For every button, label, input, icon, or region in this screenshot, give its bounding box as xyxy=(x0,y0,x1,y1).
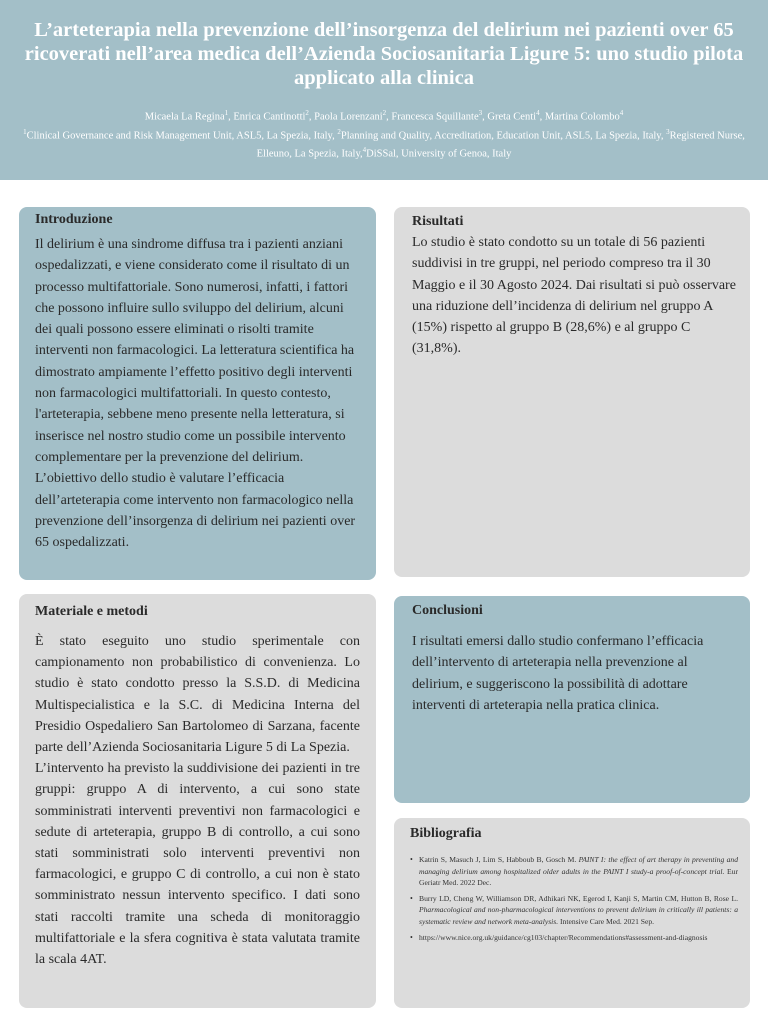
results-panel xyxy=(394,207,750,577)
affiliation-sup: 3 xyxy=(666,127,670,136)
reference-item xyxy=(410,893,738,928)
conclusions-heading: Conclusioni xyxy=(412,603,483,618)
author-name: Francesca Squillante xyxy=(391,111,479,123)
author-name: Enrica Cantinotti xyxy=(233,111,306,123)
author-sup: 1 xyxy=(224,109,229,117)
reference-source: Intensive Care Med. 2021 Sep. xyxy=(558,916,655,926)
author-sup: 2 xyxy=(305,109,309,117)
reference-source: Eur Geriatr Med. 2022 Dec. xyxy=(419,866,738,888)
introduction-paragraph: Il delirium è una sindrome diffusa tra i pazienti anziani ospedalizzati, e viene considerato come il risultato di un processo multifattoriale. Sono numerosi, infatti, i fattori che possono influire sullo sviluppo del delirium, alcuni dei quali possono essere eliminati o risolti tramite interventi non farmacologici. La letteratura scientifica ha dimostrato ampiamente l’effetto positivo degli interventi non farmacologici multifattoriali. In questo contesto, l'arteterapia, sebbene meno presente nella letteratura, si inserisce nel nostro studio come un possibile intervento complementare per la prevenzione del delirium. xyxy=(35,237,355,465)
affiliation-text: DiSSal, University of Genoa, Italy xyxy=(366,148,512,160)
authors-block xyxy=(0,106,768,162)
bibliography-panel xyxy=(394,818,750,1008)
author-sup: 4 xyxy=(536,109,540,117)
affiliation-sup: 4 xyxy=(362,146,367,154)
affiliation-text: Planning and Quality, Accreditation, Education Unit, ASL5, La Spezia, Italy, xyxy=(340,130,667,141)
reference-list xyxy=(410,854,738,943)
author-name: Greta Centi xyxy=(487,111,537,123)
introduction-panel xyxy=(19,207,376,580)
poster-header xyxy=(0,0,768,180)
reference-authors: Katrin S, Masuch J, Lim S, Habboub B, Gosch M. xyxy=(419,855,579,864)
methods-heading: Materiale e metodi xyxy=(35,604,148,619)
objective-paragraph: L’obiettivo dello studio è valutare l’efficacia dell’arteterapia come intervento non farmacologico nella prevenzione dell’insorgenza di delirium nei pazienti over 65 ospedalizzati. xyxy=(35,471,356,551)
conclusions-paragraph: I risultati emersi dallo studio confermano l’efficacia dell’intervento di arteterapia nella prevenzione al delirium, e suggeriscono la possibilità di adottare interventi di arteterapia nella pratica clinica. xyxy=(412,634,704,713)
author-list: Micaela La Regina$^1$, Enrica Cantinotti$^2$, Paola Lorenzani$^2$, Francesca Squillante$^3$, Greta Centi$^4$, Martina Colombo$^4$ xyxy=(144,109,624,123)
affiliation-text: Clinical Governance and Risk Management Unit, ASL5, La Spezia, Italy, xyxy=(26,130,338,141)
introduction-heading: Introduzione xyxy=(35,212,113,227)
reference-title: PAINT I: the effect of art therapy in preventing and managing delirium among hospitalized older adults in the PAINT I study-a proof-of-concept trial. xyxy=(419,855,738,876)
reference-item xyxy=(410,854,738,889)
results-paragraph: Lo studio è stato condotto su un totale di 56 pazienti suddivisi in tre gruppi, nel periodo compreso tra il 30 Maggio e il 30 Agosto 2024. Dai risultati si può osservare una riduzione dell’incidenza di delirium nel gruppo A (15%) rispetto al gruppo B (28,6%) e al gruppo C (31,8%). xyxy=(412,235,736,357)
reference-link[interactable]: https://www.nice.org.uk/guidance/cg103/chapter/Recommendations#assessment-and-diagnosis xyxy=(419,932,708,942)
affiliation-list xyxy=(10,125,758,162)
reference-title: Pharmacological and non-pharmacological interventions to prevent delirium in critically ill patients: a systematic review and network meta-analysis. xyxy=(419,905,738,926)
author-name: Micaela La Regina xyxy=(144,111,225,123)
methods-paragraph: È stato eseguito uno studio sperimentale con campionamento non probabilistico di convenienza. Lo studio è stato condotto presso la S.S.D. di Medicina Multispecialistica e la S.C. di Medicina Interna del Presidio Ospedaliero San Bartolomeo di Sarzana, facente parte dell’Azienda Sociosanitaria Ligure 5 di La Spezia. xyxy=(35,634,360,756)
conclusions-panel xyxy=(394,596,750,803)
author-sup: 2 xyxy=(382,109,387,117)
author-sup: 4 xyxy=(619,109,624,117)
author-name: Martina Colombo xyxy=(544,111,620,123)
affiliation-text: Registered Nurse, Elleuno, La Spezia, Italy, xyxy=(256,130,745,160)
methods-panel xyxy=(19,594,376,1008)
poster-title: L’arteterapia nella prevenzione dell’insorgenza del delirium nei pazienti over 65 ricoverati nell’area medica dell’Azienda Sociosanitaria Ligure 5: uno studio pilota applicato alla clinica xyxy=(24,19,744,89)
author-name: Paola Lorenzani xyxy=(314,111,383,123)
reference-authors: Burry LD, Cheng W, Williamson DR, Adhikari NK, Egerod I, Kanji S, Martin CM, Hutton B, Rose L. xyxy=(419,893,738,903)
intervention-paragraph: L’intervento ha previsto la suddivisione dei pazienti in tre gruppi: gruppo A di intervento, a cui sono state somministrati interventi preventivi non farmacologici e sedute di arteterapia, gruppo B di controllo, a cui sono stati somministrati solo interventi preventivi non farmacologici, e gruppo C di controllo, a cui non è stato somministrato nessun intervento specifico. I dati sono stati raccolti tramite una scheda di monitoraggio multifattoriale e la sfera cognitiva è stata valutata tramite la scala 4AT. xyxy=(35,761,360,968)
results-heading: Risultati xyxy=(412,214,464,229)
author-sup: 3 xyxy=(478,109,483,117)
reference-item[interactable] xyxy=(410,932,738,944)
affiliation-sup: 2 xyxy=(337,127,341,136)
affiliation-sup: 1 xyxy=(23,127,27,136)
bibliography-heading: Bibliografia xyxy=(410,826,482,841)
